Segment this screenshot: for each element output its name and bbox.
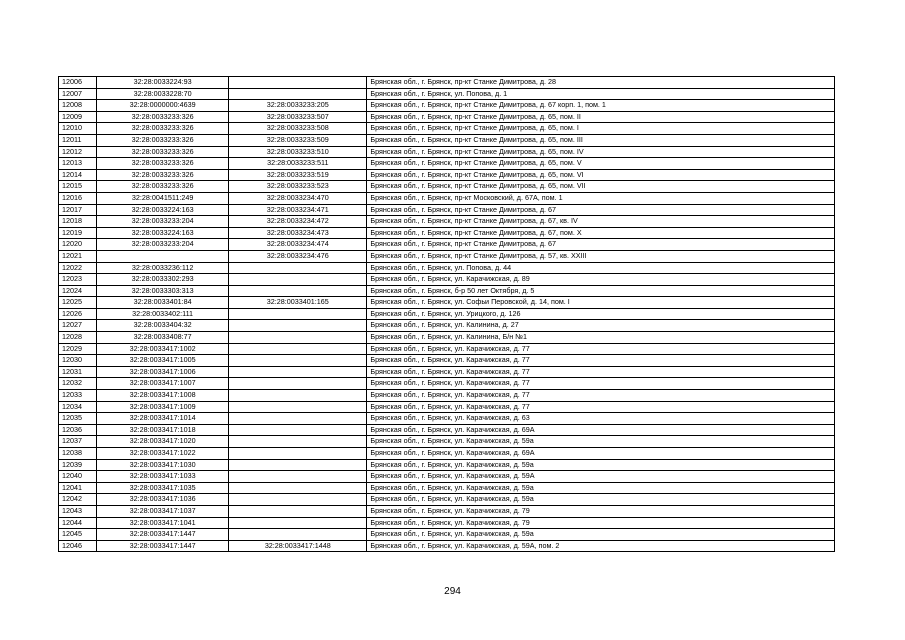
premises-cadastral-number-cell bbox=[229, 88, 367, 100]
table-row bbox=[59, 88, 835, 100]
address-cell: Брянская обл., г. Брянск, ул. Карачижская, д. 77 bbox=[367, 355, 835, 367]
address-cell: Брянская обл., г. Брянск, пр-кт Станке Димитрова, д. 67, пом. X bbox=[367, 227, 835, 239]
address-cell: Брянская обл., г. Брянск, ул. Карачижская, д. 59А, пом. 2 bbox=[367, 540, 835, 552]
cadastral-number-cell: 32:28:0033417:1030 bbox=[97, 459, 229, 471]
table-row bbox=[59, 355, 835, 367]
premises-cadastral-number-cell: 32:28:0033233:519 bbox=[229, 169, 367, 181]
address-cell: Брянская обл., г. Брянск, ул. Попова, д. 44 bbox=[367, 262, 835, 274]
record-number-cell: 12035 bbox=[59, 413, 97, 425]
address-cell: Брянская обл., г. Брянск, ул. Карачижская, д. 59а bbox=[367, 459, 835, 471]
address-cell: Брянская обл., г. Брянск, пр-кт Станке Димитрова, д. 65, пом. V bbox=[367, 158, 835, 170]
address-cell: Брянская обл., г. Брянск, ул. Калинина, Б/н №1 bbox=[367, 332, 835, 344]
address-cell: Брянская обл., г. Брянск, пр-кт Станке Димитрова, д. 65, пом. IV bbox=[367, 146, 835, 158]
address-cell: Брянская обл., г. Брянск, ул. Попова, д. 1 bbox=[367, 88, 835, 100]
record-number-cell: 12043 bbox=[59, 505, 97, 517]
cadastral-number-cell: 32:28:0033233:326 bbox=[97, 158, 229, 170]
premises-cadastral-number-cell bbox=[229, 332, 367, 344]
address-cell: Брянская обл., г. Брянск, пр-кт Станке Димитрова, д. 67 корп. 1, пом. 1 bbox=[367, 100, 835, 112]
table-row bbox=[59, 181, 835, 193]
table-row bbox=[59, 448, 835, 460]
premises-cadastral-number-cell: 32:28:0033234:472 bbox=[229, 216, 367, 228]
address-cell: Брянская обл., г. Брянск, ул. Калинина, д. 27 bbox=[367, 320, 835, 332]
table-row bbox=[59, 494, 835, 506]
premises-cadastral-number-cell bbox=[229, 285, 367, 297]
address-cell: Брянская обл., г. Брянск, ул. Карачижская, д. 69А bbox=[367, 448, 835, 460]
cadastral-number-cell: 32:28:0033417:1041 bbox=[97, 517, 229, 529]
table-row bbox=[59, 401, 835, 413]
table-row bbox=[59, 158, 835, 170]
address-cell: Брянская обл., г. Брянск, ул. Карачижская, д. 77 bbox=[367, 390, 835, 402]
record-number-cell: 12040 bbox=[59, 471, 97, 483]
cadastral-number-cell: 32:28:0033417:1018 bbox=[97, 424, 229, 436]
premises-cadastral-number-cell bbox=[229, 459, 367, 471]
address-cell: Брянская обл., г. Брянск, ул. Урицкого, д. 126 bbox=[367, 308, 835, 320]
cadastral-number-cell: 32:28:0033417:1033 bbox=[97, 471, 229, 483]
premises-cadastral-number-cell: 32:28:0033233:523 bbox=[229, 181, 367, 193]
cadastral-number-cell: 32:28:0033224:163 bbox=[97, 204, 229, 216]
premises-cadastral-number-cell bbox=[229, 517, 367, 529]
address-cell: Брянская обл., г. Брянск, пр-кт Станке Димитрова, д. 67 bbox=[367, 239, 835, 251]
cadastral-number-cell: 32:28:0033224:93 bbox=[97, 77, 229, 89]
address-cell: Брянская обл., г. Брянск, пр-кт Станке Димитрова, д. 65, пом. I bbox=[367, 123, 835, 135]
premises-cadastral-number-cell bbox=[229, 482, 367, 494]
table-row bbox=[59, 297, 835, 309]
record-number-cell: 12044 bbox=[59, 517, 97, 529]
cadastral-number-cell: 32:28:0033417:1007 bbox=[97, 378, 229, 390]
address-cell: Брянская обл., г. Брянск, пр-кт Станке Димитрова, д. 65, пом. II bbox=[367, 111, 835, 123]
table-row bbox=[59, 239, 835, 251]
cadastral-number-cell: 32:28:0033233:326 bbox=[97, 169, 229, 181]
premises-cadastral-number-cell bbox=[229, 494, 367, 506]
record-number-cell: 12020 bbox=[59, 239, 97, 251]
premises-cadastral-number-cell bbox=[229, 390, 367, 402]
record-number-cell: 12010 bbox=[59, 123, 97, 135]
record-number-cell: 12023 bbox=[59, 274, 97, 286]
record-number-cell: 12011 bbox=[59, 134, 97, 146]
address-cell: Брянская обл., г. Брянск, ул. Карачижская, д. 77 bbox=[367, 378, 835, 390]
cadastral-number-cell: 32:28:0033417:1036 bbox=[97, 494, 229, 506]
cadastral-number-cell: 32:28:0033408:77 bbox=[97, 332, 229, 344]
address-cell: Брянская обл., г. Брянск, пр-кт Станке Димитрова, д. 65, пом. VII bbox=[367, 181, 835, 193]
record-number-cell: 12016 bbox=[59, 192, 97, 204]
premises-cadastral-number-cell: 32:28:0033233:508 bbox=[229, 123, 367, 135]
premises-cadastral-number-cell bbox=[229, 355, 367, 367]
address-cell: Брянская обл., г. Брянск, ул. Карачижская, д. 79 bbox=[367, 505, 835, 517]
record-number-cell: 12019 bbox=[59, 227, 97, 239]
table-row bbox=[59, 285, 835, 297]
record-number-cell: 12017 bbox=[59, 204, 97, 216]
address-cell: Брянская обл., г. Брянск, пр-кт Станке Димитрова, д. 67, кв. IV bbox=[367, 216, 835, 228]
address-cell: Брянская обл., г. Брянск, ул. Карачижская, д. 77 bbox=[367, 401, 835, 413]
premises-cadastral-number-cell bbox=[229, 274, 367, 286]
address-cell: Брянская обл., г. Брянск, ул. Карачижская, д. 77 bbox=[367, 366, 835, 378]
table-row bbox=[59, 123, 835, 135]
record-number-cell: 12022 bbox=[59, 262, 97, 274]
record-number-cell: 12012 bbox=[59, 146, 97, 158]
address-cell: Брянская обл., г. Брянск, б-р 50 лет Октября, д. 5 bbox=[367, 285, 835, 297]
cadastral-number-cell: 32:28:0033303:313 bbox=[97, 285, 229, 297]
cadastral-number-cell: 32:28:0033233:326 bbox=[97, 111, 229, 123]
premises-cadastral-number-cell bbox=[229, 401, 367, 413]
cadastral-number-cell: 32:28:0033417:1022 bbox=[97, 448, 229, 460]
address-cell: Брянская обл., г. Брянск, ул. Карачижская, д. 89 bbox=[367, 274, 835, 286]
table-body bbox=[59, 77, 835, 552]
record-number-cell: 12007 bbox=[59, 88, 97, 100]
record-number-cell: 12008 bbox=[59, 100, 97, 112]
premises-cadastral-number-cell: 32:28:0033234:471 bbox=[229, 204, 367, 216]
record-number-cell: 12033 bbox=[59, 390, 97, 402]
address-cell: Брянская обл., г. Брянск, ул. Карачижская, д. 59а bbox=[367, 436, 835, 448]
address-cell: Брянская обл., г. Брянск, ул. Карачижская, д. 59А bbox=[367, 471, 835, 483]
cadastral-number-cell: 32:28:0033417:1447 bbox=[97, 529, 229, 541]
table-row bbox=[59, 505, 835, 517]
premises-cadastral-number-cell bbox=[229, 262, 367, 274]
table-row bbox=[59, 274, 835, 286]
page-number: 294 bbox=[444, 586, 461, 597]
cadastral-number-cell: 32:28:0033233:326 bbox=[97, 123, 229, 135]
record-number-cell: 12014 bbox=[59, 169, 97, 181]
cadastral-number-cell: 32:28:0033233:204 bbox=[97, 216, 229, 228]
record-number-cell: 12021 bbox=[59, 250, 97, 262]
cadastral-number-cell: 32:28:0033402:111 bbox=[97, 308, 229, 320]
premises-cadastral-number-cell bbox=[229, 378, 367, 390]
record-number-cell: 12013 bbox=[59, 158, 97, 170]
premises-cadastral-number-cell bbox=[229, 505, 367, 517]
record-number-cell: 12036 bbox=[59, 424, 97, 436]
table-row bbox=[59, 482, 835, 494]
table-row bbox=[59, 413, 835, 425]
record-number-cell: 12039 bbox=[59, 459, 97, 471]
address-cell: Брянская обл., г. Брянск, пр-кт Станке Димитрова, д. 28 bbox=[367, 77, 835, 89]
table-row bbox=[59, 192, 835, 204]
table-row bbox=[59, 250, 835, 262]
address-cell: Брянская обл., г. Брянск, пр-кт Станке Димитрова, д. 65, пом. III bbox=[367, 134, 835, 146]
table-row bbox=[59, 169, 835, 181]
table-row bbox=[59, 366, 835, 378]
address-cell: Брянская обл., г. Брянск, ул. Карачижская, д. 59а bbox=[367, 482, 835, 494]
premises-cadastral-number-cell bbox=[229, 424, 367, 436]
record-number-cell: 12015 bbox=[59, 181, 97, 193]
record-number-cell: 12042 bbox=[59, 494, 97, 506]
cadastral-number-cell: 32:28:0033417:1008 bbox=[97, 390, 229, 402]
cadastral-number-cell: 32:28:0033228:70 bbox=[97, 88, 229, 100]
table-row bbox=[59, 77, 835, 89]
table-row bbox=[59, 390, 835, 402]
table-row bbox=[59, 134, 835, 146]
table-row bbox=[59, 529, 835, 541]
address-cell: Брянская обл., г. Брянск, ул. Софьи Перовской, д. 14, пом. I bbox=[367, 297, 835, 309]
address-cell: Брянская обл., г. Брянск, ул. Карачижская, д. 63 bbox=[367, 413, 835, 425]
table-row bbox=[59, 100, 835, 112]
table-row bbox=[59, 517, 835, 529]
premises-cadastral-number-cell bbox=[229, 308, 367, 320]
record-number-cell: 12018 bbox=[59, 216, 97, 228]
table-row bbox=[59, 471, 835, 483]
table-row bbox=[59, 436, 835, 448]
premises-cadastral-number-cell bbox=[229, 471, 367, 483]
table-row bbox=[59, 332, 835, 344]
address-cell: Брянская обл., г. Брянск, пр-кт Станке Димитрова, д. 67 bbox=[367, 204, 835, 216]
cadastral-number-cell: 32:28:0033302:293 bbox=[97, 274, 229, 286]
table-row bbox=[59, 459, 835, 471]
address-cell: Брянская обл., г. Брянск, пр-кт Станке Димитрова, д. 57, кв. XXIII bbox=[367, 250, 835, 262]
premises-cadastral-number-cell bbox=[229, 77, 367, 89]
record-number-cell: 12030 bbox=[59, 355, 97, 367]
table-row bbox=[59, 262, 835, 274]
cadastral-number-cell: 32:28:0033417:1447 bbox=[97, 540, 229, 552]
premises-cadastral-number-cell: 32:28:0033233:507 bbox=[229, 111, 367, 123]
table-row bbox=[59, 378, 835, 390]
cadastral-number-cell: 32:28:0033417:1002 bbox=[97, 343, 229, 355]
premises-cadastral-number-cell: 32:28:0033233:511 bbox=[229, 158, 367, 170]
cadastral-number-cell: 32:28:0033417:1006 bbox=[97, 366, 229, 378]
record-number-cell: 12028 bbox=[59, 332, 97, 344]
record-number-cell: 12024 bbox=[59, 285, 97, 297]
record-number-cell: 12031 bbox=[59, 366, 97, 378]
record-number-cell: 12045 bbox=[59, 529, 97, 541]
cadastral-number-cell: 32:28:0033417:1009 bbox=[97, 401, 229, 413]
address-cell: Брянская обл., г. Брянск, пр-кт Станке Димитрова, д. 65, пом. VI bbox=[367, 169, 835, 181]
premises-cadastral-number-cell bbox=[229, 529, 367, 541]
premises-cadastral-number-cell: 32:28:0033233:205 bbox=[229, 100, 367, 112]
premises-cadastral-number-cell: 32:28:0033234:474 bbox=[229, 239, 367, 251]
premises-cadastral-number-cell: 32:28:0033233:509 bbox=[229, 134, 367, 146]
premises-cadastral-number-cell bbox=[229, 436, 367, 448]
premises-cadastral-number-cell: 32:28:0033234:470 bbox=[229, 192, 367, 204]
cadastral-number-cell bbox=[97, 250, 229, 262]
record-number-cell: 12026 bbox=[59, 308, 97, 320]
address-cell: Брянская обл., г. Брянск, пр-кт Московский, д. 67А, пом. 1 bbox=[367, 192, 835, 204]
address-cell: Брянская обл., г. Брянск, ул. Карачижская, д. 69А bbox=[367, 424, 835, 436]
record-number-cell: 12029 bbox=[59, 343, 97, 355]
record-number-cell: 12009 bbox=[59, 111, 97, 123]
table-row bbox=[59, 540, 835, 552]
cadastral-number-cell: 32:28:0033233:326 bbox=[97, 181, 229, 193]
record-number-cell: 12032 bbox=[59, 378, 97, 390]
cadastral-number-cell: 32:28:0000000:4639 bbox=[97, 100, 229, 112]
property-registry-table bbox=[58, 76, 835, 552]
premises-cadastral-number-cell bbox=[229, 413, 367, 425]
cadastral-number-cell: 32:28:0033233:204 bbox=[97, 239, 229, 251]
cadastral-number-cell: 32:28:0041511:249 bbox=[97, 192, 229, 204]
table-row bbox=[59, 308, 835, 320]
record-number-cell: 12006 bbox=[59, 77, 97, 89]
table-row bbox=[59, 111, 835, 123]
address-cell: Брянская обл., г. Брянск, ул. Карачижская, д. 77 bbox=[367, 343, 835, 355]
cadastral-number-cell: 32:28:0033224:163 bbox=[97, 227, 229, 239]
premises-cadastral-number-cell bbox=[229, 366, 367, 378]
premises-cadastral-number-cell: 32:28:0033233:510 bbox=[229, 146, 367, 158]
premises-cadastral-number-cell bbox=[229, 343, 367, 355]
record-number-cell: 12046 bbox=[59, 540, 97, 552]
premises-cadastral-number-cell: 32:28:0033234:473 bbox=[229, 227, 367, 239]
table-row bbox=[59, 146, 835, 158]
address-cell: Брянская обл., г. Брянск, ул. Карачижская, д. 59а bbox=[367, 494, 835, 506]
premises-cadastral-number-cell: 32:28:0033234:476 bbox=[229, 250, 367, 262]
cadastral-number-cell: 32:28:0033401:84 bbox=[97, 297, 229, 309]
cadastral-number-cell: 32:28:0033417:1014 bbox=[97, 413, 229, 425]
cadastral-number-cell: 32:28:0033233:326 bbox=[97, 146, 229, 158]
cadastral-number-cell: 32:28:0033417:1035 bbox=[97, 482, 229, 494]
premises-cadastral-number-cell bbox=[229, 320, 367, 332]
premises-cadastral-number-cell: 32:28:0033401:165 bbox=[229, 297, 367, 309]
cadastral-number-cell: 32:28:0033417:1037 bbox=[97, 505, 229, 517]
cadastral-number-cell: 32:28:0033417:1020 bbox=[97, 436, 229, 448]
table-row bbox=[59, 216, 835, 228]
premises-cadastral-number-cell: 32:28:0033417:1448 bbox=[229, 540, 367, 552]
table-row bbox=[59, 227, 835, 239]
record-number-cell: 12041 bbox=[59, 482, 97, 494]
cadastral-number-cell: 32:28:0033417:1005 bbox=[97, 355, 229, 367]
record-number-cell: 12038 bbox=[59, 448, 97, 460]
cadastral-number-cell: 32:28:0033233:326 bbox=[97, 134, 229, 146]
record-number-cell: 12025 bbox=[59, 297, 97, 309]
record-number-cell: 12037 bbox=[59, 436, 97, 448]
address-cell: Брянская обл., г. Брянск, ул. Карачижская, д. 59а bbox=[367, 529, 835, 541]
premises-cadastral-number-cell bbox=[229, 448, 367, 460]
record-number-cell: 12027 bbox=[59, 320, 97, 332]
table-row bbox=[59, 320, 835, 332]
record-number-cell: 12034 bbox=[59, 401, 97, 413]
table-row bbox=[59, 343, 835, 355]
table-row bbox=[59, 424, 835, 436]
cadastral-number-cell: 32:28:0033236:112 bbox=[97, 262, 229, 274]
cadastral-number-cell: 32:28:0033404:32 bbox=[97, 320, 229, 332]
table-row bbox=[59, 204, 835, 216]
address-cell: Брянская обл., г. Брянск, ул. Карачижская, д. 79 bbox=[367, 517, 835, 529]
